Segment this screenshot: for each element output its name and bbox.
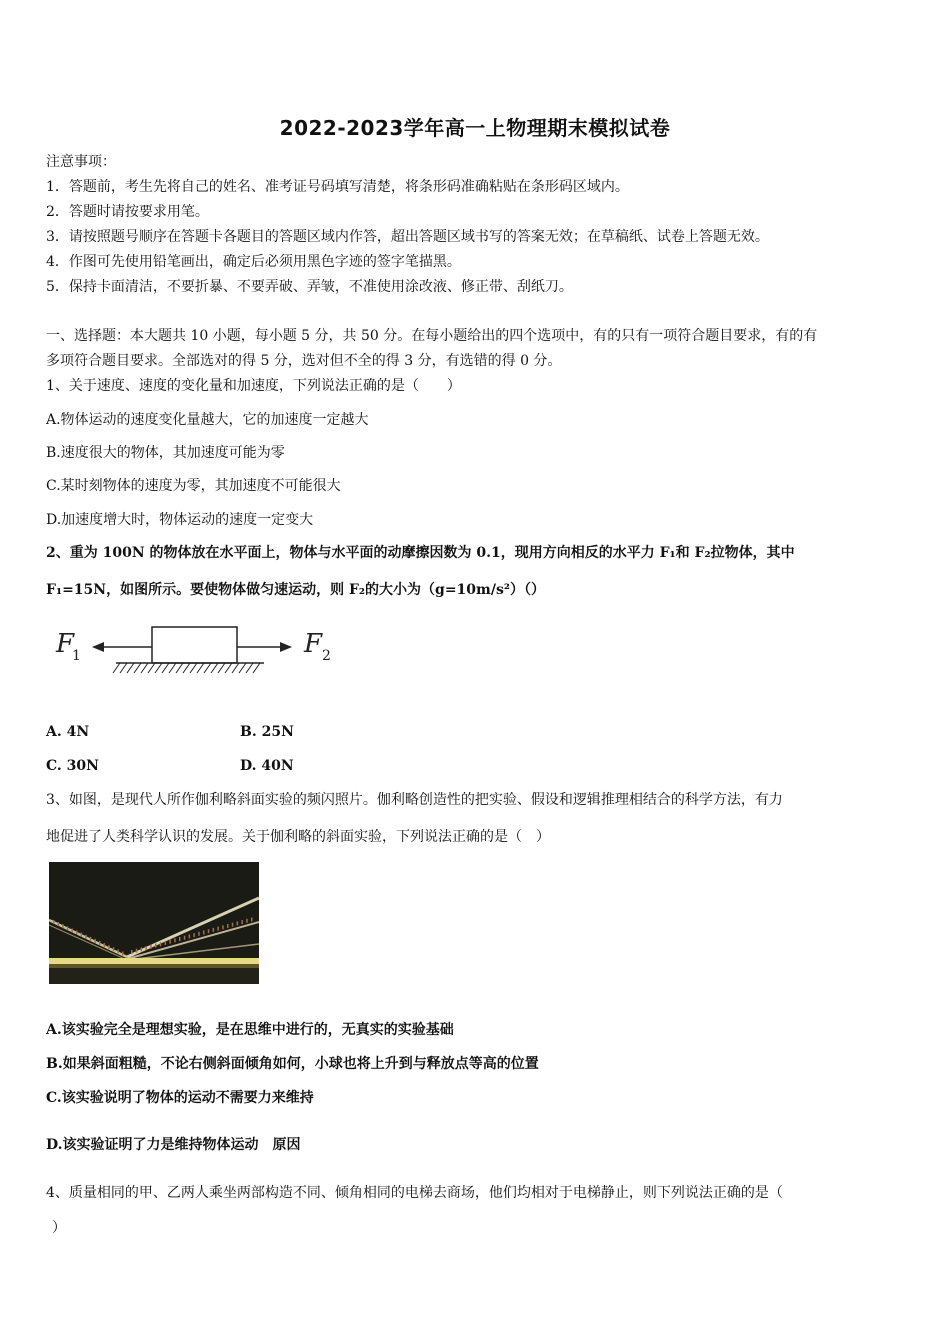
right-arrow-head (280, 642, 292, 652)
q1-option-c: C.某时刻物体的速度为零，其加速度不可能很大 (46, 478, 341, 494)
notice-item: 3．请按照题号顺序在答题卡各题目的答题区域内作答，超出答题区域书写的答案无效；在草稿纸、试卷上答题无效。 (46, 229, 769, 245)
q1-stem: 1、关于速度、速度的变化量和加速度，下列说法正确的是（ ） (46, 378, 461, 394)
q4-stem-line: ） (52, 1220, 66, 1236)
q1-option-d: D.加速度增大时，物体运动的速度一定变大 (46, 512, 314, 528)
ground-hatching (113, 663, 260, 673)
notice-item: 5．保持卡面清洁，不要折暴、不要弄破、弄皱，不准使用涂改液、修正带、刮纸刀。 (46, 279, 573, 295)
left-arrow-head (92, 642, 104, 652)
q1-option-a: A.物体运动的速度变化量越大，它的加速度一定越大 (46, 412, 369, 428)
q3-option-b: B.如果斜面粗糙，不论右侧斜面倾角如何，小球也将上升到与释放点等高的位置 (46, 1056, 539, 1072)
q3-stem-line: 3、如图，是现代人所作伽利略斜面实验的频闪照片。伽利略创造性的把实验、假设和逻辑推理相结合的科学方法，有力 (46, 792, 783, 808)
force-diagram (50, 618, 350, 678)
q2-stem-line: 2、重为 100N 的物体放在水平面上，物体与水平面的动摩擦因数为 0.1，现用方向相反的水平力 F₁和 F₂拉物体，其中 (46, 545, 795, 561)
notice-item: 1．答题前，考生先将自己的姓名、准考证号码填写清楚，将条形码准确粘贴在条形码区域内。 (46, 179, 629, 195)
notice-item: 4．作图可先使用铅笔画出，确定后必须用黑色字迹的签字笔描黑。 (46, 254, 461, 270)
q2-stem-line: F₁=15N，如图所示。要使物体做匀速运动，则 F₂的大小为（g=10m/s²）（） (46, 582, 545, 598)
f1-subscript: 1 (72, 648, 81, 664)
q4-stem-line: 4、质量相同的甲、乙两人乘坐两部构造不同、倾角相同的电梯去商场，他们均相对于电梯静止，则下列说法正确的是（ (46, 1185, 783, 1201)
q3-option-d: D.该实验证明了力是维持物体运动 原因 (46, 1137, 301, 1153)
f2-subscript: 2 (322, 648, 331, 664)
section-intro-line: 一、选择题：本大题共 10 小题，每小题 5 分，共 50 分。在每小题给出的四个选项中，有的只有一项符合题目要求，有的有 (46, 328, 818, 344)
notice-item: 2．答题时请按要求用笔。 (46, 204, 209, 220)
q3-stem-line: 地促进了人类科学认识的发展。关于伽利略的斜面实验，下列说法正确的是（ ） (46, 829, 550, 845)
notice-heading: 注意事项： (46, 154, 116, 170)
q3-option-a: A.该实验完全是理想实验，是在思维中进行的，无真实的实验基础 (46, 1022, 454, 1038)
block (152, 627, 237, 663)
q2-option-b: B. 25N (240, 724, 294, 740)
exam-title: 2022-2023学年高一上物理期末模拟试卷 (279, 116, 671, 140)
q3-option-c: C.该实验说明了物体的运动不需要力来维持 (46, 1090, 314, 1106)
q2-option-c: C. 30N (46, 758, 99, 774)
section-intro-line: 多项符合题目要求。全部选对的得 5 分，选对但不全的得 3 分，有选错的得 0 分。 (46, 353, 562, 369)
incline-experiment-photo (49, 862, 259, 984)
q1-option-b: B.速度很大的物体，其加速度可能为零 (46, 445, 285, 461)
f2-label: F (304, 629, 323, 659)
q2-option-d: D. 40N (240, 758, 294, 774)
f1-label: F (56, 629, 75, 659)
q2-option-a: A. 4N (46, 724, 90, 740)
